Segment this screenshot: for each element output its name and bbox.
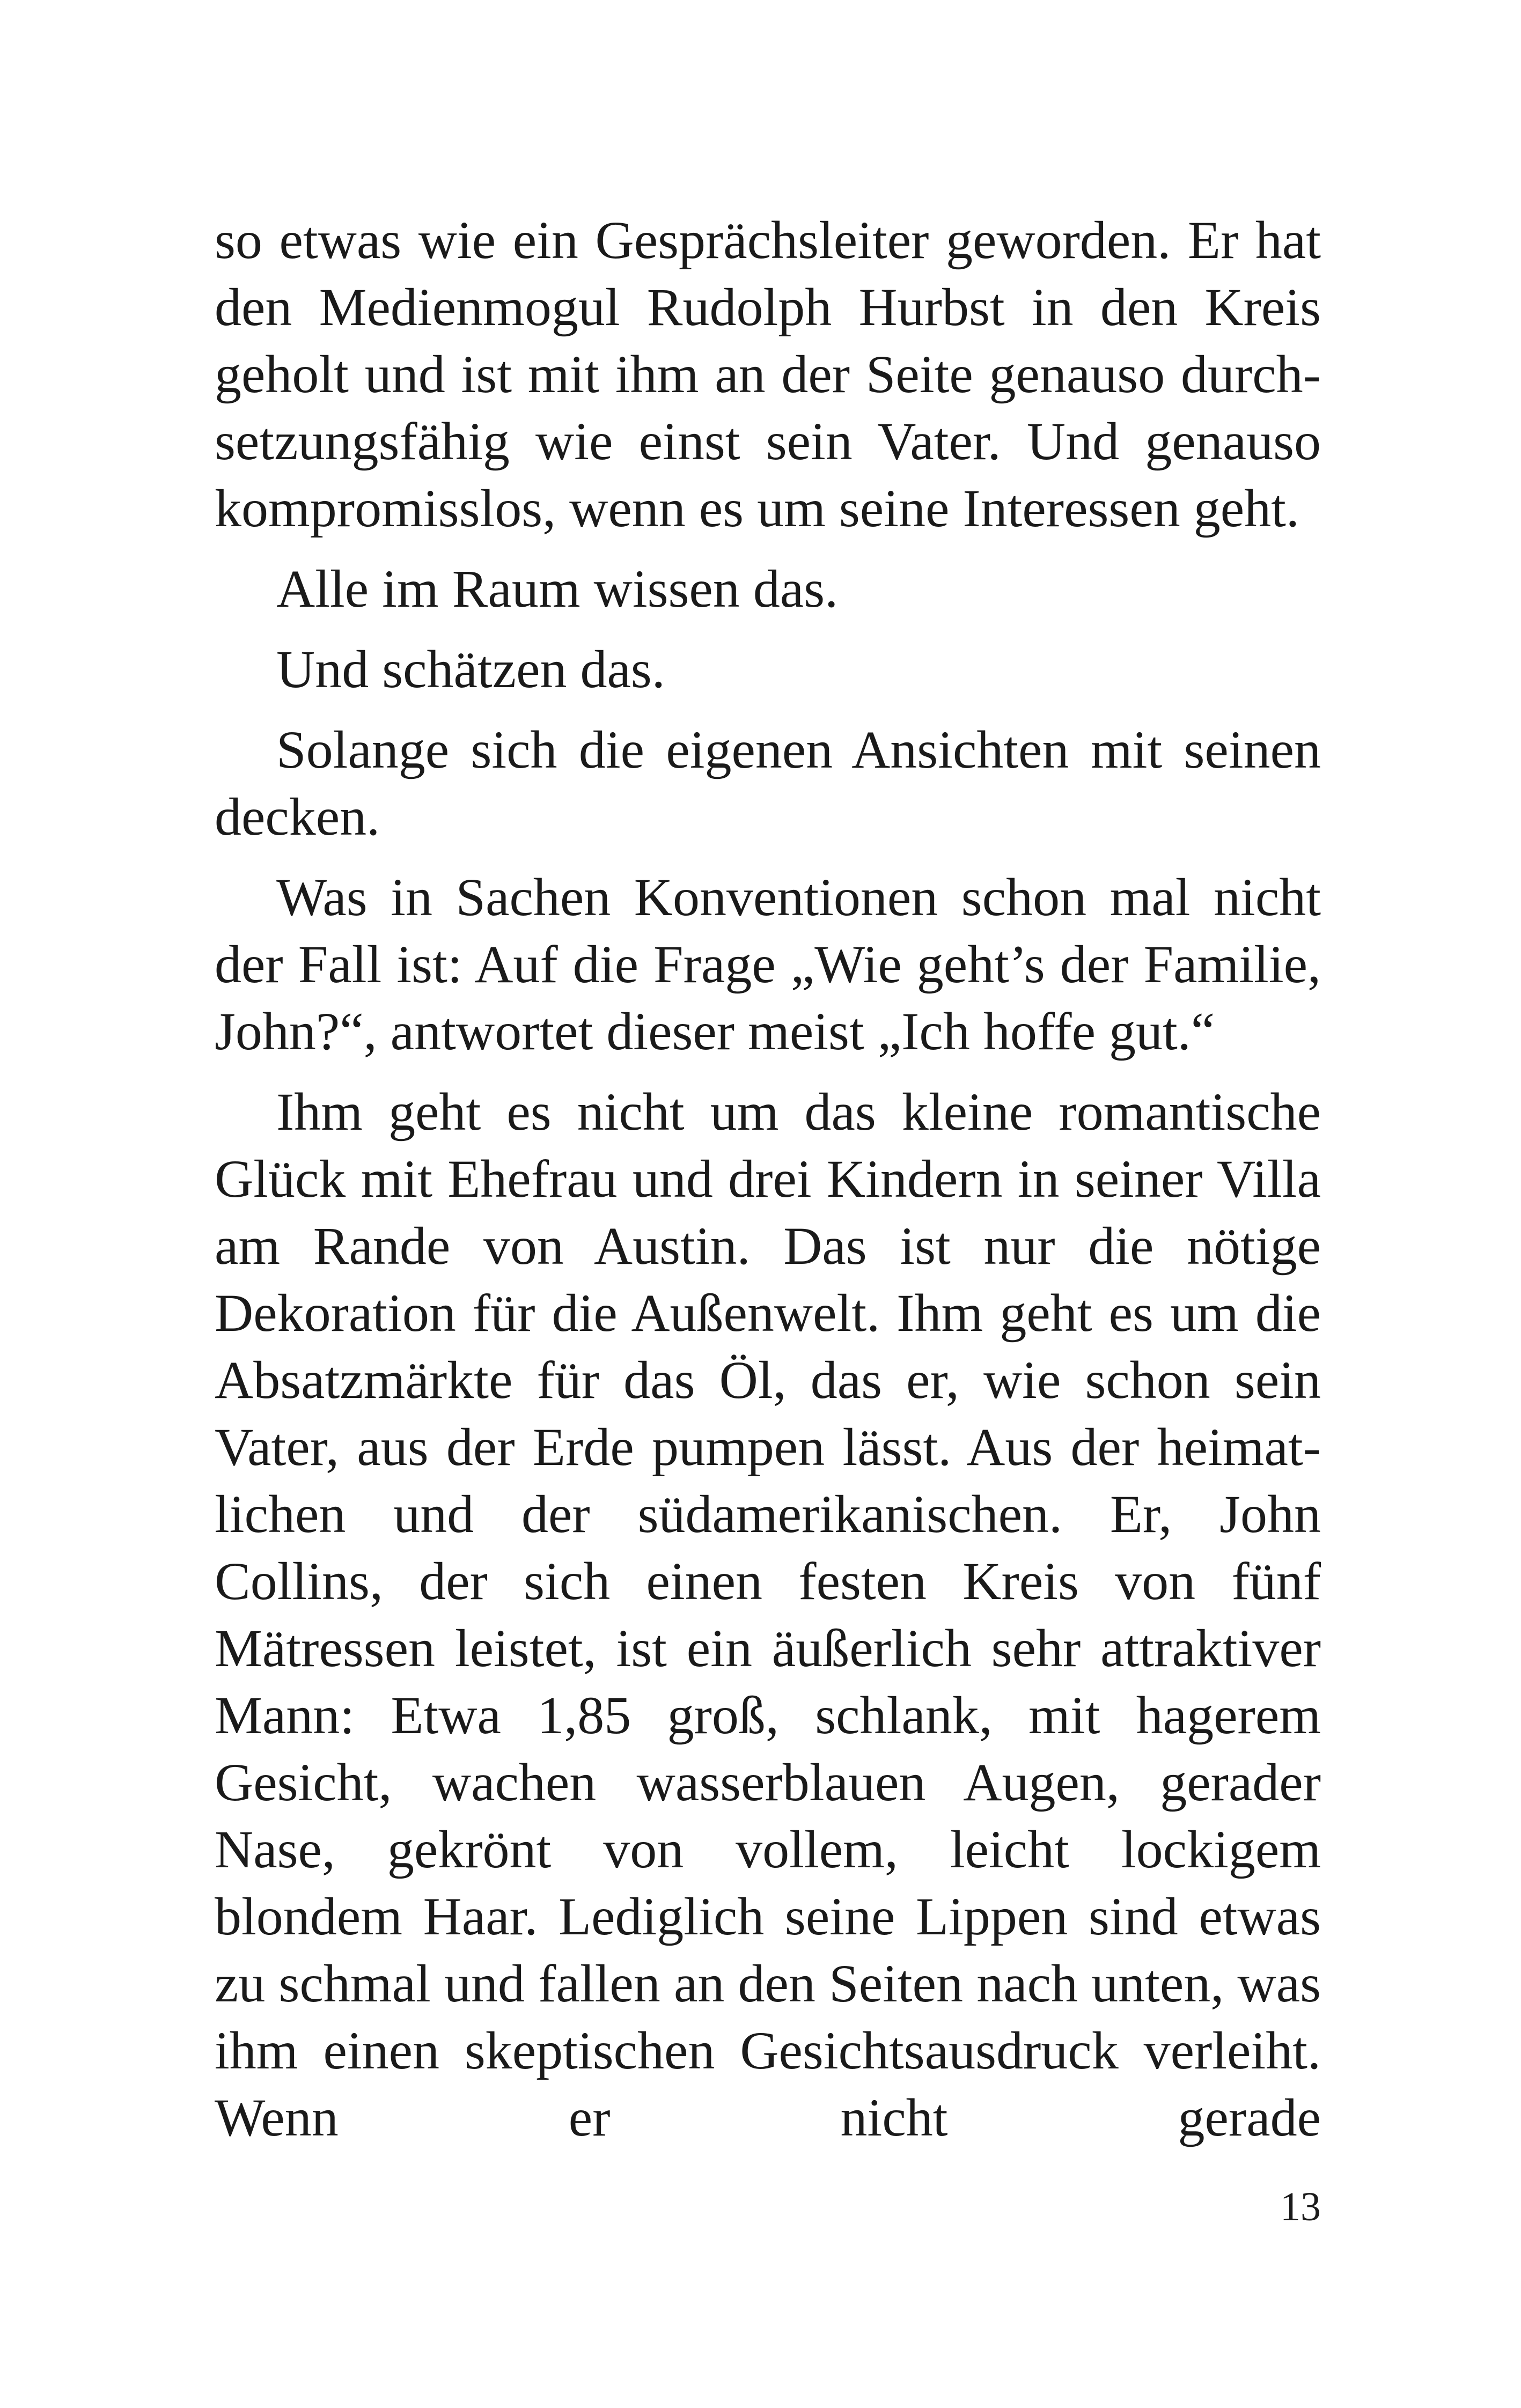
paragraph-1: so etwas wie ein Gesprächsleiter geworden. Er hat den Medienmogul Rudolph Hurbst in den Kreis geholt und ist mit ihm an der Seite genauso durchsetzungsfähig wie einst sein Vater. Und genauso kompromisslos, wenn es um seine Interessen geht. bbox=[215, 210, 1321, 538]
paragraph-6: Ihm geht es nicht um das kleine romantische Glück mit Ehefrau und drei Kindern in seiner Villa am Rande von Austin. Das ist nur die nötige Dekoration für die Außenwelt. Ihm geht es um die Absatzmärkte für das Öl, das er, wie schon sein Vater, aus der Erde pumpen lässt. Aus der heimatlichen und der südamerikanischen. Er, John Collins, der sich einen festen Kreis von fünf Mätressen leistet, ist ein äußerlich sehr attraktiver Mann: Etwa 1,85 groß, schlank, mit hagerem Gesicht, wachen wasserblauen Augen, gerader Nase, gekrönt von vollem, leicht lockigem blondem Haar. Lediglich seine Lippen sind etwas zu schmal und fallen an den Seiten nach unten, was ihm einen skeptischen Gesichtsausdruck verleiht. Wenn er nicht gerade bbox=[215, 1082, 1321, 2147]
paragraph-3: Und schätzen das. bbox=[276, 639, 665, 699]
paragraph-2: Alle im Raum wissen das. bbox=[276, 559, 839, 618]
paragraph-5: Was in Sachen Konventionen schon mal nicht der Fall ist: Auf die Frage „Wie geht’s der Familie, John?“, antwortet dieser meist „Ich hoffe gut.“ bbox=[215, 867, 1321, 1061]
body-text bbox=[215, 207, 1321, 2164]
page-number: 13 bbox=[1280, 2184, 1321, 2229]
paragraph-4: Solange sich die eigenen Ansichten mit seinen decken. bbox=[215, 720, 1321, 846]
